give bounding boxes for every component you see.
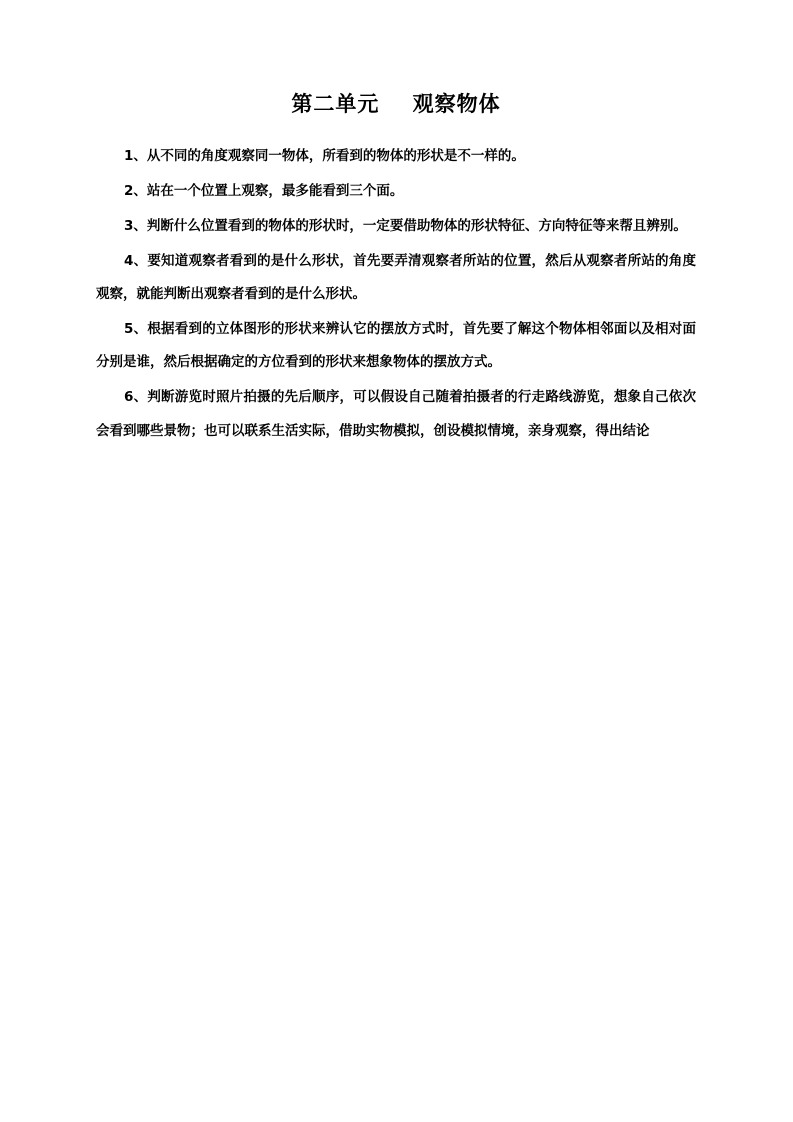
- paragraph-5: 5、根据看到的立体图形的形状来辨认它的摆放方式时，首先要了解这个物体相邻面以及相对面分别是谁，然后根据确定的方位看到的形状来想象物体的摆放方式。: [96, 321, 696, 371]
- paragraph-4: 4、要知道观察者看到的是什么形状，首先要弄清观察者所站的位置，然后从观察者所站的角度观察，就能判断出观察者看到的是什么形状。: [96, 253, 696, 303]
- paragraph-6: 6、判断游览时照片拍摄的先后顺序，可以假设自己随着拍摄者的行走路线游览，想象自己依次会看到哪些景物；也可以联系生活实际，借助实物模拟，创设模拟情境，亲身观察，得出结论: [96, 389, 696, 440]
- paragraph-1: 1、从不同的角度观察同一物体，所看到的物体的形状是不一样的。: [124, 148, 525, 164]
- page-title: 第二单元 观察物体: [291, 92, 501, 116]
- paragraph-2: 2、站在一个位置上观察，最多能看到三个面。: [124, 183, 404, 200]
- paragraph-3: 3、判断什么位置看到的物体的形状时，一定要借助物体的形状特征、方向特征等来帮且辨别。: [124, 218, 687, 235]
- document-body: [96, 88, 696, 451]
